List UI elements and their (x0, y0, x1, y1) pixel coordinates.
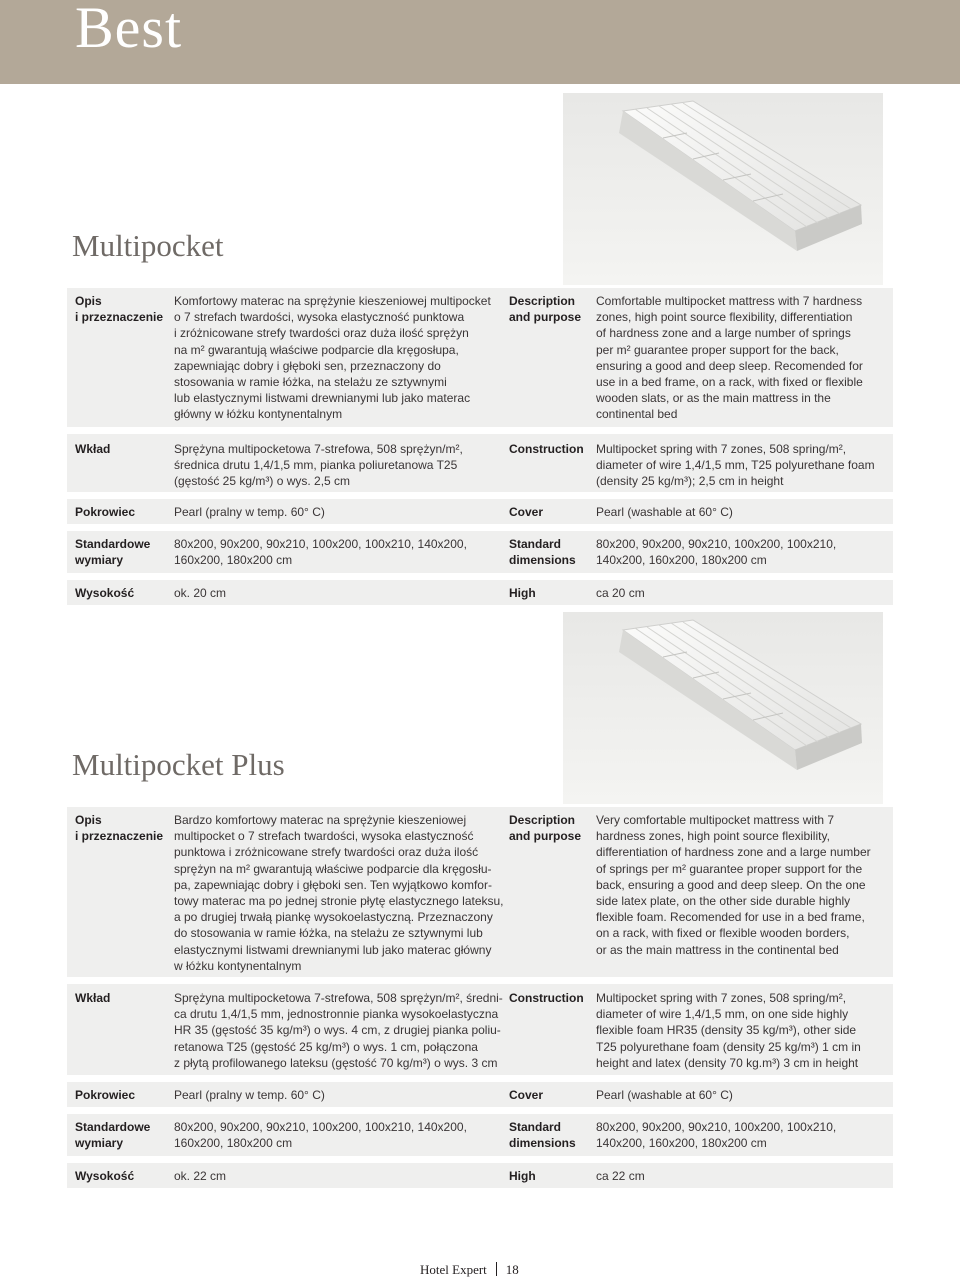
mattress-image (563, 612, 883, 804)
spec-label-en: Cover (509, 1088, 544, 1102)
spec-text-en: Pearl (washable at 60° C) (596, 505, 733, 519)
spec-table (67, 288, 893, 612)
spec-label-pl: Pokrowiec (75, 1088, 136, 1102)
spec-label-pl: Standardowe wymiary (75, 537, 151, 568)
spec-text-en: Pearl (washable at 60° C) (596, 1088, 733, 1102)
spec-text-pl: Komfortowy materac na sprężynie kieszeniowej multipocket o 7 strefach twardości, wysoka elastyczność punktowa i zróżnicowane strefy twardości oraz duża ilość sprężyn na m² gwarantują właściwe podparcie dla kręgosłupa, zapewniając dobry i głęboki sen, przeznaczony do stosowania w ramie łóżka, na stelażu ze sztywnymi lub elastycznymi listwami drewnianymi lub jako materac główny w łóżku kontynentalnym (174, 294, 491, 422)
spec-label-en: Construction (509, 991, 584, 1005)
spec-text-en: ca 22 cm (596, 1169, 645, 1183)
mattress-image (563, 93, 883, 285)
spec-label-en: Standard dimensions (509, 1120, 576, 1151)
spec-label-en: Description and purpose (509, 294, 582, 325)
footer-brand: Hotel Expert (420, 1262, 487, 1277)
spec-label-pl: Opis i przeznaczenie (75, 294, 164, 325)
spec-text-en: Multipocket spring with 7 zones, 508 spring/m², diameter of wire 1,4/1,5 mm, on one side highly flexible foam HR35 (density 35 kg/m³), other side T25 polyurethane foam (density 25 kg/m³) 1 cm in height and latex (density 70 kg.m³) 3 cm in height (596, 991, 861, 1070)
spec-text-en: ca 20 cm (596, 586, 645, 600)
spec-text-pl: ok. 20 cm (174, 586, 227, 600)
spec-label-en: Description and purpose (509, 813, 582, 844)
spec-label-en: High (509, 586, 536, 600)
spec-label-pl: Pokrowiec (75, 505, 136, 519)
spec-row-construction (67, 434, 893, 492)
spec-label-pl: Wkład (75, 991, 111, 1005)
spec-label-pl: Wysokość (75, 1169, 135, 1183)
spec-text-pl: Pearl (pralny w temp. 60° C) (174, 1088, 325, 1102)
spec-text-en: 80x200, 90x200, 90x210, 100x200, 100x210, 140x200, 160x200, 180x200 cm (596, 537, 837, 568)
spec-text-pl: ok. 22 cm (174, 1169, 227, 1183)
spec-row-description (67, 288, 893, 427)
spec-text-pl: Sprężyna multipocketowa 7-strefowa, 508 sprężyn/m², średni- ca drutu 1,4/1,5 mm, jednostronnie pianka wysokoelastyczna HR 35 (gęstość 35 kg/m³) o wys. 4 cm, z drugiej pianka poliu- retanowa T25 (gęstość 25 kg/m³) o wys. 1 cm, połączona z płytą profilowanego lateksu (gęstość 70 kg/m³) o wys. 3 cm (174, 991, 503, 1070)
footer-divider (496, 1262, 497, 1276)
spec-text-en: Multipocket spring with 7 zones, 508 spring/m², diameter of wire 1,4/1,5 mm, T25 polyurethane foam (density 25 kg/m³); 2,5 cm in height (596, 442, 875, 489)
spec-label-en: High (509, 1169, 536, 1183)
page-footer (420, 1262, 519, 1278)
spec-label-en: Construction (509, 442, 584, 456)
product-title: Multipocket Plus (72, 747, 285, 782)
spec-row-dimensions (67, 531, 893, 573)
spec-text-en: Very comfortable multipocket mattress with 7 hardness zones, high point source flexibility, differentiation of hardness zone and a large number of springs per m² guarantee proper support for the back, ensuring a good and deep sleep. On the one side latex plate, on the other side durable highly flexible foam. Recomended for use in a bed frame, on a rack, with fixed or flexible wooden borders, or as the main mattress in the continental bed (596, 813, 871, 957)
page-number: 18 (505, 1262, 519, 1277)
spec-label-pl: Wysokość (75, 586, 135, 600)
header-title: Best (75, 0, 183, 60)
spec-label-en: Cover (509, 505, 544, 519)
spec-text-en: Comfortable multipocket mattress with 7 hardness zones, high point source flexibility, differentiation of hardness zone and a large number of springs per m² guarantee proper support for the back, ensuring a good and deep sleep. Recomended for use in a bed frame, on a rack, with fixed or flexible wooden slats, or as the main mattress in the continental bed (596, 294, 863, 422)
header-band (0, 0, 960, 84)
spec-table (67, 807, 893, 1195)
spec-row-height (67, 580, 893, 605)
spec-label-pl: Standardowe wymiary (75, 1120, 151, 1151)
spec-text-pl: Sprężyna multipocketowa 7-strefowa, 508 sprężyn/m², średnica drutu 1,4/1,5 mm, pianka poliuretanowa T25 (gęstość 25 kg/m³) o wys. 2,5 cm (174, 442, 463, 489)
spec-row-cover (67, 499, 893, 524)
spec-text-pl: 80x200, 90x200, 90x210, 100x200, 100x210, 140x200, 160x200, 180x200 cm (174, 537, 467, 568)
spec-row-construction (67, 984, 893, 1075)
spec-text-pl: Bardzo komfortowy materac na sprężynie kieszeniowej multipocket o 7 strefach twardości, wysoka elastyczność punktowa i zróżnicowane strefy twardości oraz duża ilość sprężyn na m² gwarantują właściwe podparcie dla kręgosłu- pa, zapewniając dobry i głęboki sen. Ten wyjątkowo komfor- towy materac ma po jednej stronie płytę elastycznego lateksu, a po drugiej trwałą piankę wysokoelastyczną. Przeznaczony do stosowania w ramie łóżka, na stelażu ze sztywnymi lub elastycznymi listwami drewnianymi lub jako materac główny w łóżku kontynentalnym (174, 813, 504, 973)
spec-text-en: 80x200, 90x200, 90x210, 100x200, 100x210, 140x200, 160x200, 180x200 cm (596, 1120, 837, 1151)
spec-text-pl: 80x200, 90x200, 90x210, 100x200, 100x210, 140x200, 160x200, 180x200 cm (174, 1120, 467, 1151)
spec-text-pl: Pearl (pralny w temp. 60° C) (174, 505, 325, 519)
spec-row-height (67, 1163, 893, 1188)
spec-row-cover (67, 1082, 893, 1107)
spec-label-en: Standard dimensions (509, 537, 576, 568)
spec-label-pl: Opis i przeznaczenie (75, 813, 164, 844)
product-title: Multipocket (72, 228, 224, 263)
spec-row-dimensions (67, 1114, 893, 1156)
spec-label-pl: Wkład (75, 442, 111, 456)
spec-row-description (67, 807, 893, 977)
